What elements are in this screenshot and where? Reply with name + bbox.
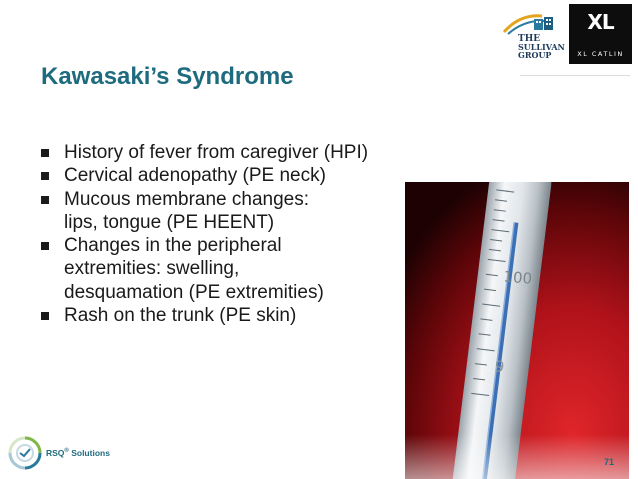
square-bullet-icon <box>41 172 49 180</box>
rsq-circle-logo-icon <box>8 436 42 470</box>
footer-brand-name: RSQ <box>46 448 65 458</box>
bullet-text: Rash on the trunk (PE skin) <box>64 305 297 327</box>
square-bullet-icon <box>41 242 49 250</box>
page-number: 71 <box>604 457 615 467</box>
footer-brand <box>46 448 110 458</box>
bullet-item <box>40 188 440 235</box>
bullet-text: Cervical adenopathy (PE neck) <box>64 165 326 187</box>
xl-logo-text: XL CATLIN <box>577 50 624 58</box>
sullivan-logo-line2: SULLIVAN <box>518 42 565 52</box>
bullet-item <box>40 141 440 164</box>
bullet-text: History of fever from caregiver (HPI) <box>64 142 369 163</box>
sullivan-logo-line3: GROUP <box>518 50 552 60</box>
sullivan-group-logo <box>498 10 566 60</box>
bullet-item <box>40 234 440 304</box>
sullivan-group-emblem <box>498 10 566 60</box>
bullet-text-continuation: extremities: swelling, <box>64 258 240 280</box>
square-bullet-icon <box>41 149 49 157</box>
bullet-text-continuation: lips, tongue (PE HEENT) <box>64 211 275 233</box>
sullivan-logo-line1: THE <box>518 34 541 44</box>
bullet-text-continuation: desquamation (PE extremities) <box>64 281 324 303</box>
footer-brand-suffix: Solutions <box>68 448 110 458</box>
bullet-list <box>40 141 440 327</box>
bullet-item <box>40 304 440 327</box>
slide-title: Kawasaki’s Syndrome <box>41 63 294 90</box>
bullet-text: Mucous membrane changes: <box>64 188 310 210</box>
title-divider <box>520 75 630 76</box>
xl-logo-mark: XL <box>587 10 614 34</box>
bullet-text: Changes in the peripheral <box>64 235 282 257</box>
square-bullet-icon <box>41 196 49 204</box>
square-bullet-icon <box>41 312 49 320</box>
xl-catlin-logo <box>569 4 632 64</box>
registered-trademark: ® <box>64 448 69 455</box>
bullet-item <box>40 164 440 187</box>
